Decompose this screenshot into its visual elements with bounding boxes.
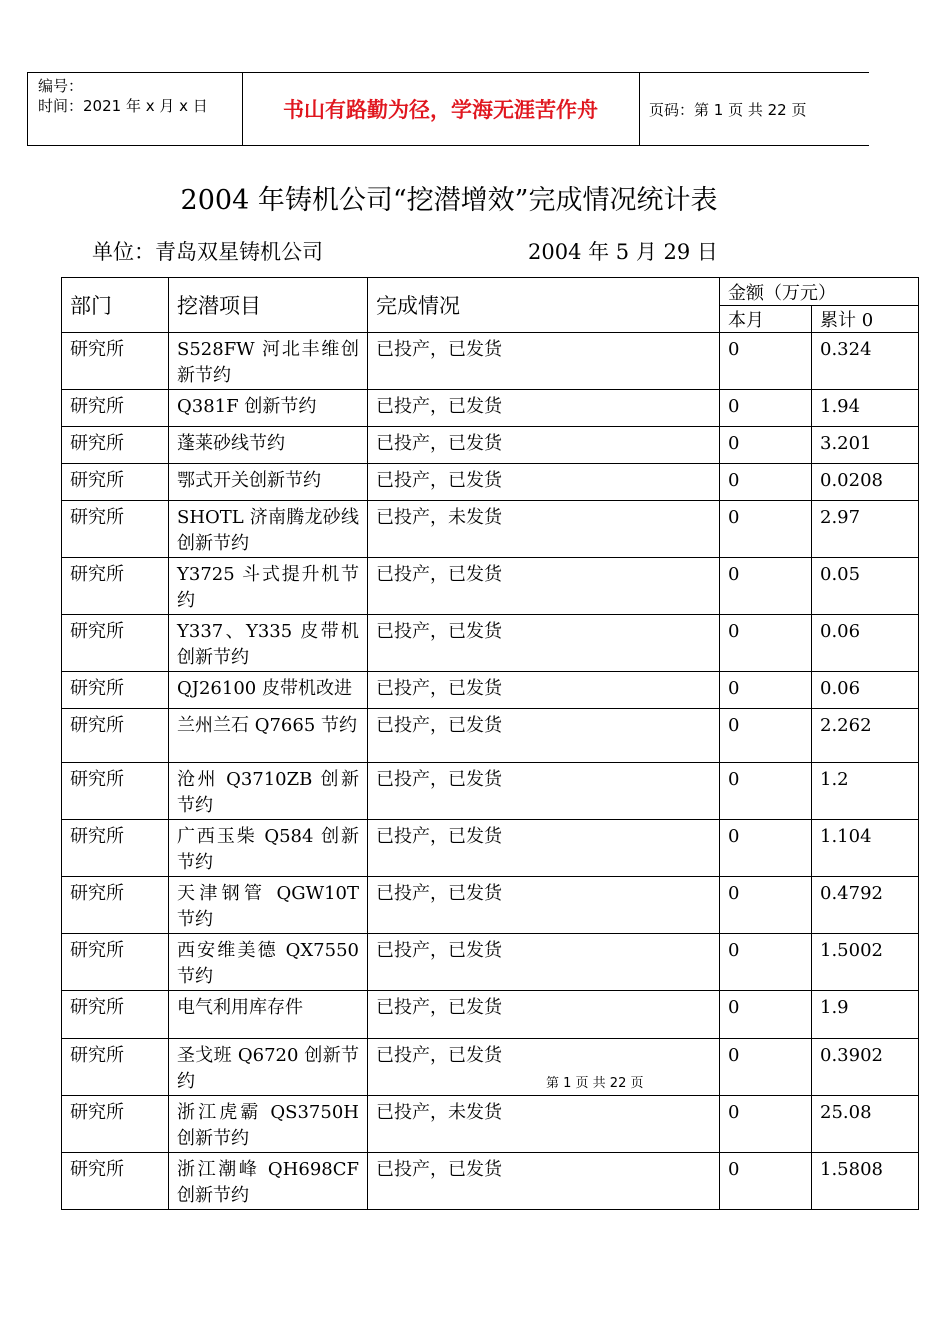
overlay-page-label: 第 1 页 共 22 页 — [546, 1076, 644, 1091]
table-row — [62, 991, 919, 1039]
status-cell: 已投产，已发货 — [368, 709, 720, 763]
header-meta-cell — [27, 73, 243, 145]
cumulative-cell: 1.94 — [812, 390, 919, 427]
project-cell: 兰州兰石 Q7665 节约 — [169, 709, 368, 763]
cumulative-cell: 25.08 — [812, 1096, 919, 1153]
project-cell: SHOTL 济南腾龙砂线创新节约 — [169, 501, 368, 558]
dept-cell: 研究所 — [62, 672, 169, 709]
cumulative-cell: 0.05 — [812, 558, 919, 615]
table-row — [62, 558, 919, 615]
status-cell: 已投产，已发货 — [368, 333, 720, 390]
project-cell: 电气利用库存件 — [169, 991, 368, 1039]
dept-cell: 研究所 — [62, 1153, 169, 1210]
month-cell: 0 — [720, 464, 812, 501]
header-dept: 部门 — [62, 278, 169, 333]
header-project: 挖潜项目 — [169, 278, 368, 333]
status-cell: 已投产，已发货 — [368, 934, 720, 991]
project-cell: 广西玉柴 Q584 创新节约 — [169, 820, 368, 877]
cumulative-cell: 2.97 — [812, 501, 919, 558]
table-row — [62, 763, 919, 820]
date-label: 2004 年 5 月 29 日 — [528, 240, 718, 264]
dept-cell: 研究所 — [62, 763, 169, 820]
page-header — [27, 72, 869, 146]
status-cell: 已投产，未发货 — [368, 501, 720, 558]
page-number-label: 页码：第 1 页 共 22 页 — [649, 100, 807, 119]
table-row — [62, 877, 919, 934]
table-row — [62, 615, 919, 672]
code-label: 编号： — [38, 77, 84, 95]
cumulative-cell: 2.262 — [812, 709, 919, 763]
table-row — [62, 1153, 919, 1210]
cumulative-cell: 1.9 — [812, 991, 919, 1039]
project-cell: 西安维美德 QX7550 节约 — [169, 934, 368, 991]
dept-cell: 研究所 — [62, 615, 169, 672]
table-row — [62, 709, 919, 763]
project-cell: 沧州 Q3710ZB 创新节约 — [169, 763, 368, 820]
table-row — [62, 934, 919, 991]
cumulative-cell: 0.3902 — [812, 1039, 919, 1096]
project-cell: Y3725 斗式提升机节约 — [169, 558, 368, 615]
dept-cell: 研究所 — [62, 427, 169, 464]
month-cell: 0 — [720, 1039, 812, 1096]
project-cell: Q381F 创新节约 — [169, 390, 368, 427]
cumulative-cell: 1.104 — [812, 820, 919, 877]
month-cell: 0 — [720, 501, 812, 558]
cumulative-cell: 0.324 — [812, 333, 919, 390]
project-cell: 圣戈班 Q6720 创新节约 — [169, 1039, 368, 1096]
table-body — [62, 333, 919, 1210]
dept-cell: 研究所 — [62, 820, 169, 877]
document-title: 2004 年铸机公司“挖潜增效”完成情况统计表 — [180, 185, 718, 216]
status-cell: 已投产，已发货 — [368, 877, 720, 934]
status-cell: 已投产，已发货 — [368, 672, 720, 709]
cumulative-cell: 0.06 — [812, 615, 919, 672]
month-cell: 0 — [720, 709, 812, 763]
table-row — [62, 427, 919, 464]
table-row — [62, 464, 919, 501]
dept-cell: 研究所 — [62, 934, 169, 991]
project-cell: 蓬莱砂线节约 — [169, 427, 368, 464]
month-cell: 0 — [720, 1096, 812, 1153]
cumulative-cell: 3.201 — [812, 427, 919, 464]
unit-label: 单位：青岛双星铸机公司 — [92, 240, 323, 264]
month-cell: 0 — [720, 558, 812, 615]
cumulative-cell: 1.5002 — [812, 934, 919, 991]
month-cell: 0 — [720, 877, 812, 934]
dept-cell: 研究所 — [62, 1096, 169, 1153]
month-cell: 0 — [720, 615, 812, 672]
table-row — [62, 672, 919, 709]
status-cell: 已投产，未发货 — [368, 1096, 720, 1153]
table-row — [62, 1096, 919, 1153]
project-cell: 浙江虎霸 QS3750H 创新节约 — [169, 1096, 368, 1153]
cumulative-cell: 0.06 — [812, 672, 919, 709]
dept-cell: 研究所 — [62, 1039, 169, 1096]
status-cell: 已投产，已发货 — [368, 820, 720, 877]
cumulative-cell: 1.2 — [812, 763, 919, 820]
project-cell: QJ26100 皮带机改进 — [169, 672, 368, 709]
dept-cell: 研究所 — [62, 501, 169, 558]
month-cell: 0 — [720, 672, 812, 709]
month-cell: 0 — [720, 1153, 812, 1210]
status-cell: 已投产，已发货 — [368, 558, 720, 615]
project-cell: Y337、Y335 皮带机创新节约 — [169, 615, 368, 672]
dept-cell: 研究所 — [62, 464, 169, 501]
header-status: 完成情况 — [368, 278, 720, 333]
status-cell: 已投产，已发货 — [368, 390, 720, 427]
table-row — [62, 333, 919, 390]
project-cell: 鄂式开关创新节约 — [169, 464, 368, 501]
status-cell: 已投产，已发货 — [368, 1039, 720, 1096]
dept-cell: 研究所 — [62, 333, 169, 390]
dept-cell: 研究所 — [62, 709, 169, 763]
table-row — [62, 1039, 919, 1096]
project-cell: S528FW 河北丰维创新节约 — [169, 333, 368, 390]
month-cell: 0 — [720, 390, 812, 427]
status-cell: 已投产，已发货 — [368, 763, 720, 820]
time-label: 时间：2021 年 x 月 x 日 — [38, 97, 208, 115]
table-row — [62, 390, 919, 427]
stats-table — [61, 277, 919, 1210]
project-cell: 浙江潮峰 QH698CF 创新节约 — [169, 1153, 368, 1210]
status-cell: 已投产，已发货 — [368, 427, 720, 464]
header-month: 本月 — [720, 306, 812, 333]
table-row — [62, 820, 919, 877]
month-cell: 0 — [720, 991, 812, 1039]
header-cumulative: 累计 0 — [812, 306, 919, 333]
cumulative-cell: 1.5808 — [812, 1153, 919, 1210]
cumulative-cell: 0.4792 — [812, 877, 919, 934]
month-cell: 0 — [720, 763, 812, 820]
status-cell: 已投产，已发货 — [368, 615, 720, 672]
dept-cell: 研究所 — [62, 558, 169, 615]
dept-cell: 研究所 — [62, 877, 169, 934]
cumulative-cell: 0.0208 — [812, 464, 919, 501]
status-cell: 已投产，已发货 — [368, 464, 720, 501]
month-cell: 0 — [720, 820, 812, 877]
header-amount: 金额（万元） — [720, 278, 919, 306]
status-cell: 已投产，已发货 — [368, 991, 720, 1039]
dept-cell: 研究所 — [62, 390, 169, 427]
month-cell: 0 — [720, 934, 812, 991]
project-cell: 天津钢管 QGW10T 节约 — [169, 877, 368, 934]
dept-cell: 研究所 — [62, 991, 169, 1039]
month-cell: 0 — [720, 427, 812, 464]
status-cell: 已投产，已发货 — [368, 1153, 720, 1210]
table-row — [62, 501, 919, 558]
motto: 书山有路勤为径，学海无涯苦作舟 — [242, 73, 640, 145]
month-cell: 0 — [720, 333, 812, 390]
